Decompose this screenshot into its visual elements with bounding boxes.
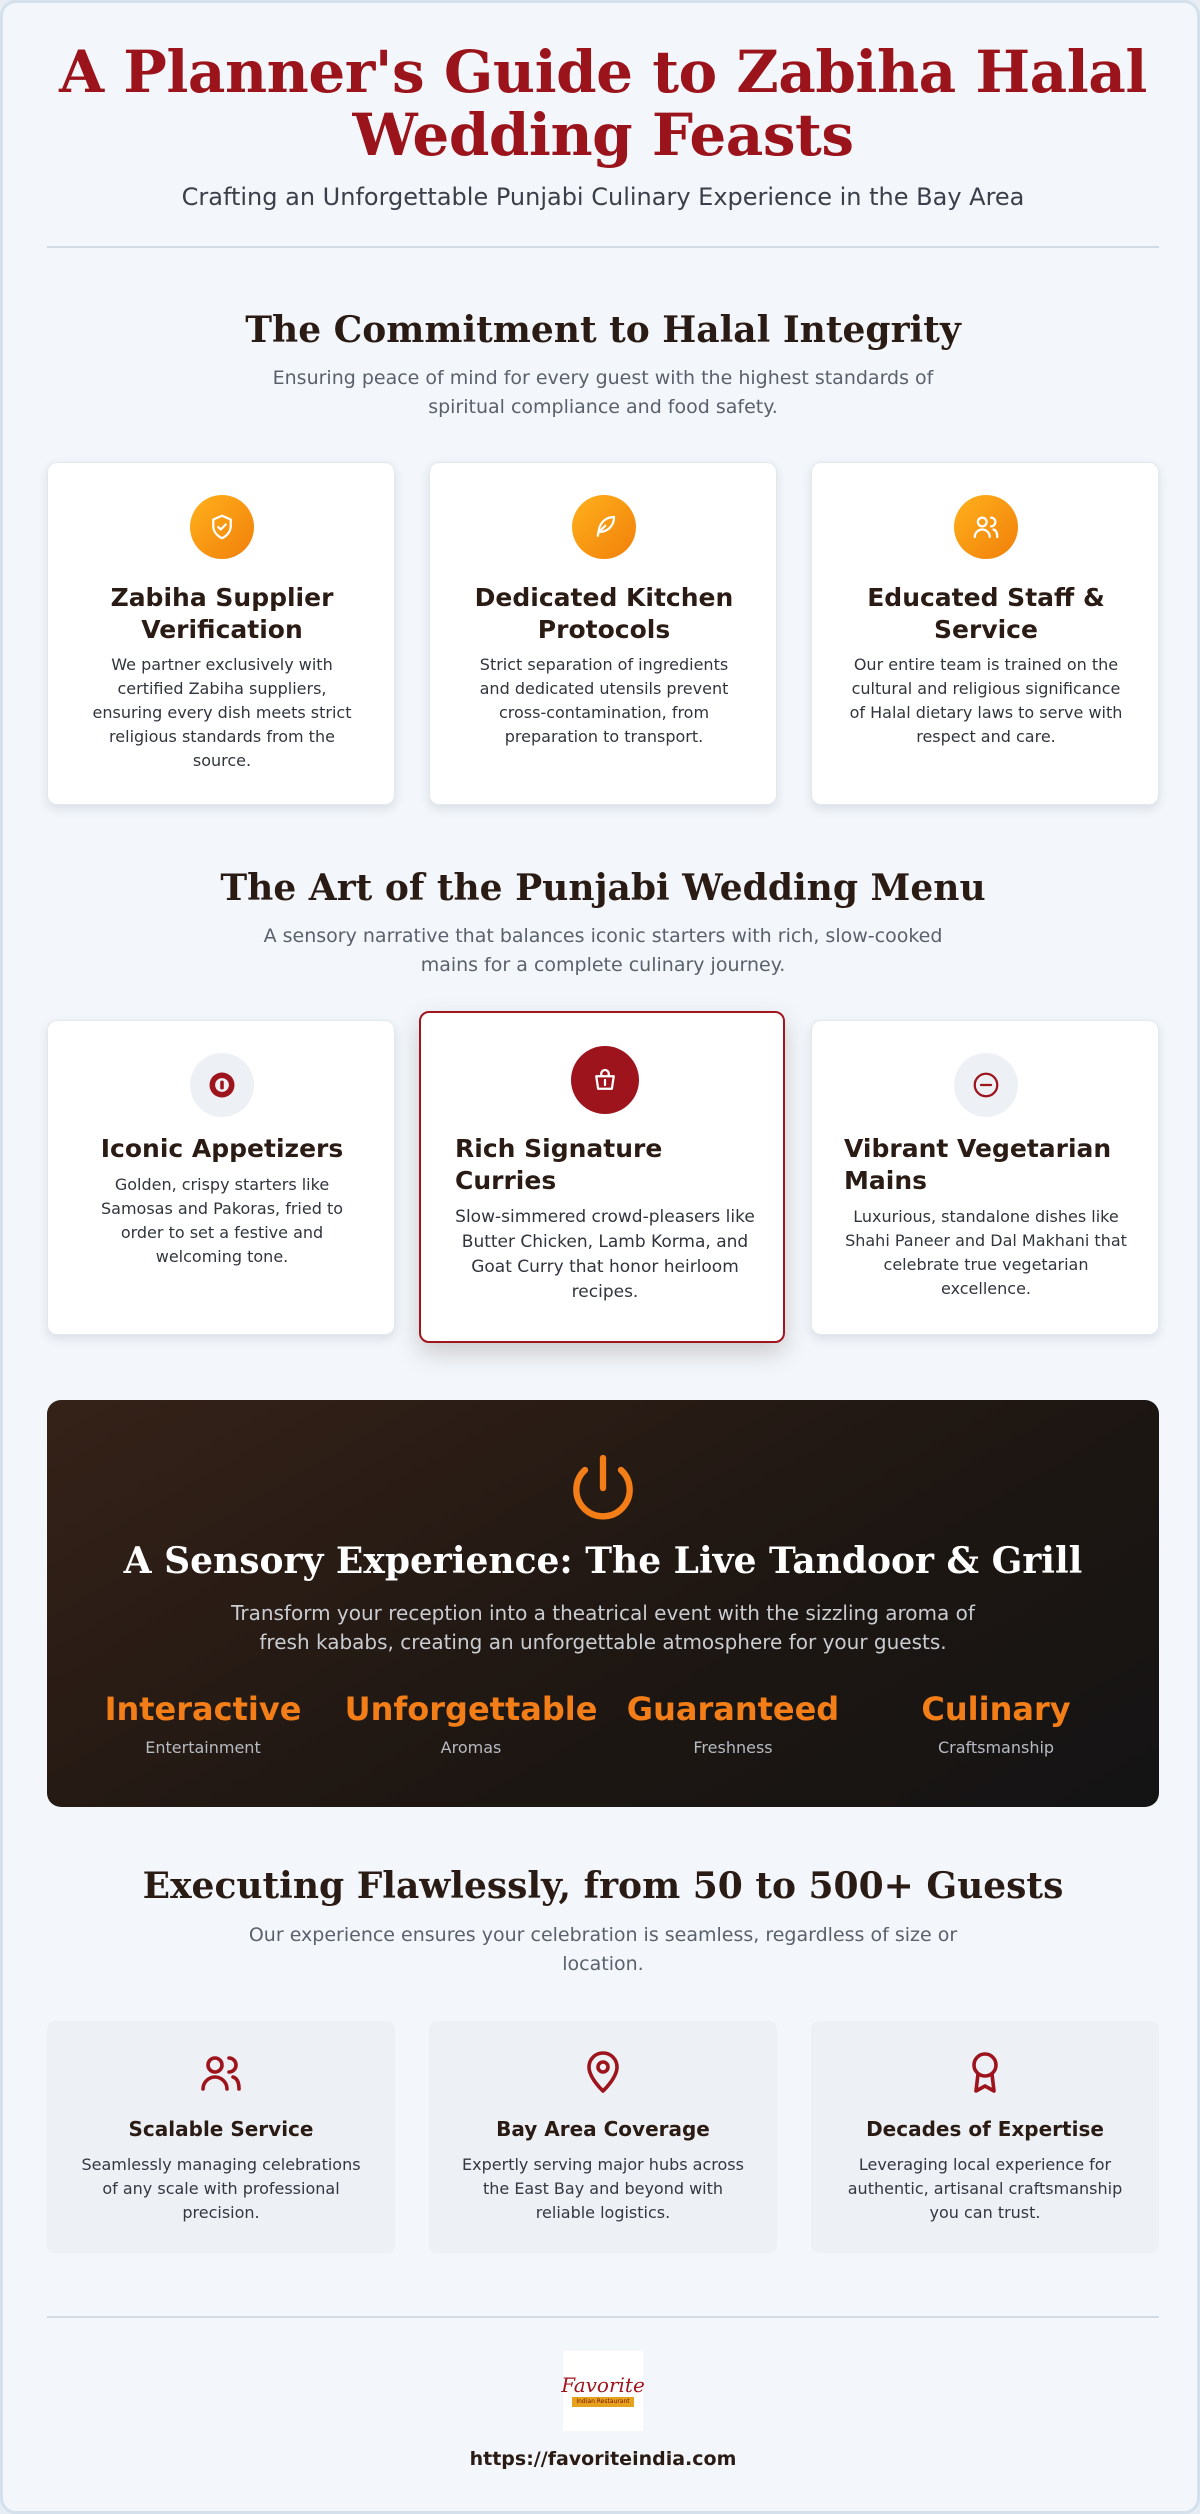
stat-value: Interactive	[104, 1690, 302, 1728]
tandoor-title: A Sensory Experience: The Live Tandoor & Grill	[123, 1540, 1083, 1582]
stat-label: Aromas	[440, 1738, 502, 1757]
stat-interactive	[68, 1690, 338, 1757]
menu-card-vegetarian	[811, 1020, 1159, 1335]
page-title: A Planner's Guide to Zabiha Halal Wedding Feasts	[59, 38, 1147, 169]
users-icon	[954, 495, 1018, 559]
minus-circle-icon	[954, 1053, 1018, 1117]
halal-card-kitchen	[429, 462, 777, 805]
card-title: Educated Staff & Service	[867, 583, 1105, 644]
shield-check-icon	[190, 495, 254, 559]
website-link[interactable]: https://favoriteindia.com	[469, 2448, 737, 2470]
shopping-basket-icon	[571, 1046, 639, 1114]
stat-value: Unforgettable	[344, 1690, 598, 1728]
card-title: Iconic Appetizers	[100, 1134, 344, 1163]
execution-card-bay-area	[429, 2021, 777, 2253]
stat-unforgettable	[336, 1690, 606, 1757]
stat-value: Guaranteed	[626, 1690, 840, 1728]
feather-icon	[572, 495, 636, 559]
menu-card-appetizers	[47, 1020, 395, 1335]
restaurant-logo	[563, 2351, 643, 2431]
tandoor-subtitle: Transform your reception into a theatrical event with the sizzling aroma of fresh kababs, creating an unforgettable atmosphere for your guests.	[231, 1601, 975, 1654]
card-text: We partner exclusively with certified Zabiha suppliers, ensuring every dish meets strict religious standards from the source.	[92, 655, 352, 770]
users-icon	[197, 2049, 245, 2097]
execution-section-subtitle: Our experience ensures your celebration is seamless, regardless of size or location.	[248, 1924, 958, 1975]
stat-label: Entertainment	[145, 1738, 261, 1757]
halal-card-supplier	[47, 462, 395, 805]
map-pin-icon	[579, 2049, 627, 2097]
card-text: Expertly serving major hubs across the East Bay and beyond with reliable logistics.	[462, 2155, 744, 2222]
card-title: Scalable Service	[128, 2117, 314, 2141]
power-icon	[563, 1448, 643, 1528]
tandoor-panel	[47, 1400, 1159, 1807]
halal-section-title: The Commitment to Halal Integrity	[245, 309, 961, 351]
stat-value: Culinary	[921, 1690, 1071, 1728]
card-title: Bay Area Coverage	[496, 2117, 710, 2141]
award-icon	[961, 2049, 1009, 2097]
execution-section-title: Executing Flawlessly, from 50 to 500+ Guests	[142, 1865, 1064, 1907]
menu-section-subtitle: A sensory narrative that balances iconic starters with rich, slow-cooked mains for a complete culinary journey.	[263, 925, 943, 976]
card-title: Zabiha Supplier Verification	[110, 583, 334, 644]
execution-card-expertise	[811, 2021, 1159, 2253]
card-text: Strict separation of ingredients and dedicated utensils prevent cross-contamination, from preparation to transport.	[479, 655, 729, 746]
execution-card-scalable	[47, 2021, 395, 2253]
stat-guaranteed	[598, 1690, 868, 1757]
stat-label: Freshness	[693, 1738, 773, 1757]
header-divider	[47, 246, 1159, 248]
logo-text: Favorite	[561, 2373, 645, 2397]
card-text: Luxurious, standalone dishes like Shahi Paneer and Dal Makhani that celebrate true vegetarian excellence.	[845, 1207, 1127, 1298]
halal-section-subtitle: Ensuring peace of mind for every guest with the highest standards of spiritual compliance and food safety.	[272, 367, 934, 418]
card-text: Our entire team is trained on the cultural and religious significance of Halal dietary laws to serve with respect and care.	[849, 655, 1123, 746]
menu-section-title: The Art of the Punjabi Wedding Menu	[220, 867, 986, 909]
menu-card-curries	[419, 1011, 785, 1343]
card-title: Dedicated Kitchen Protocols	[474, 583, 734, 644]
card-text: Seamlessly managing celebrations of any scale with professional precision.	[81, 2155, 361, 2222]
halal-card-staff	[811, 462, 1159, 805]
card-text: Golden, crispy starters like Samosas and Pakoras, fried to order to set a festive and welcoming tone.	[101, 1175, 343, 1266]
stat-label: Craftsmanship	[937, 1738, 1055, 1757]
card-text: Slow-simmered crowd-pleasers like Butter Chicken, Lamb Korma, and Goat Curry that honor heirloom recipes.	[455, 1207, 755, 1302]
page-subtitle: Crafting an Unforgettable Punjabi Culinary Experience in the Bay Area	[181, 183, 1025, 211]
card-title: Decades of Expertise	[866, 2117, 1104, 2141]
logo-tagline: Indian Restaurant	[572, 2397, 634, 2407]
card-text: Leveraging local experience for authentic, artisanal craftsmanship you can trust.	[847, 2155, 1123, 2222]
footer-divider	[47, 2316, 1159, 2318]
card-title: Rich Signature Curries	[455, 1134, 663, 1195]
circle-badge-icon	[190, 1053, 254, 1117]
stat-culinary	[861, 1690, 1131, 1757]
card-title: Vibrant Vegetarian Mains	[844, 1134, 1112, 1195]
